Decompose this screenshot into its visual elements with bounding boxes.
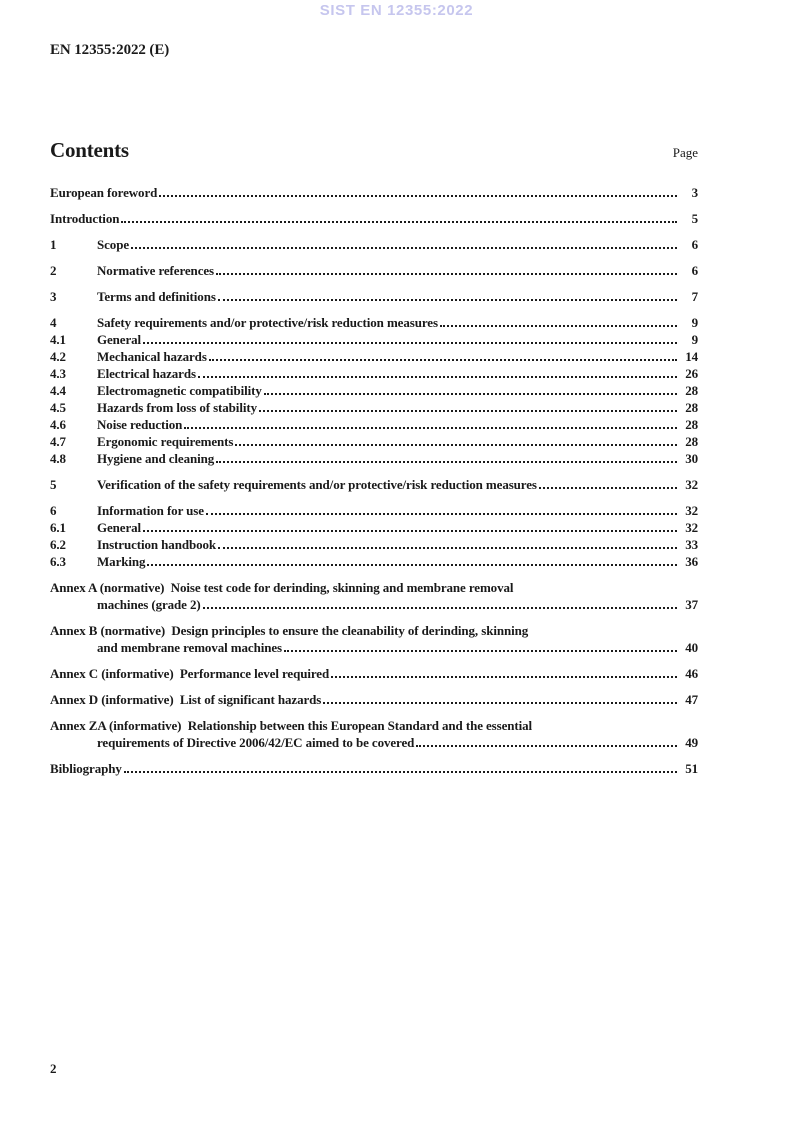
dot-leader	[416, 745, 677, 747]
toc-entry-lastline	[50, 734, 698, 751]
dot-leader	[259, 410, 677, 412]
toc-entry[interactable]	[50, 331, 698, 348]
toc-entry-page: 30	[685, 451, 698, 466]
toc-entry-number: 4	[50, 315, 57, 330]
page-column-label: Page	[672, 145, 698, 160]
toc-entry-body	[50, 622, 698, 656]
toc-entry-body	[50, 717, 698, 751]
toc-entry[interactable]	[50, 433, 698, 450]
toc-entry-body	[97, 331, 698, 348]
toc-entry[interactable]	[50, 760, 698, 777]
toc-entry[interactable]	[50, 210, 698, 227]
toc-entry-body	[97, 262, 698, 279]
toc-entry-body	[97, 288, 698, 305]
toc-entry[interactable]	[50, 262, 698, 279]
toc-entry-lastline	[97, 536, 698, 553]
toc-entry[interactable]	[50, 622, 698, 656]
document-header: EN 12355:2022 (E)	[50, 42, 170, 58]
toc-entry-lastline	[97, 502, 698, 519]
toc-entry[interactable]	[50, 416, 698, 433]
dot-leader	[143, 342, 677, 344]
toc-entry-page: 28	[685, 434, 698, 449]
dot-leader	[440, 325, 677, 327]
toc-entry-title: and membrane removal machines	[97, 640, 282, 655]
toc-entry-body	[50, 760, 698, 777]
toc-entry-text: Annex ZA (informative) Relationship between this European Standard and the essential	[50, 718, 533, 733]
toc-entry-page: 28	[685, 417, 698, 432]
toc-entry-title: European foreword	[50, 185, 158, 200]
dot-leader	[147, 564, 677, 566]
toc-entry[interactable]	[50, 502, 698, 519]
toc-entry-number: 3	[50, 289, 57, 304]
toc-entry-lastline	[97, 476, 698, 493]
toc-entry-body	[97, 502, 698, 519]
toc-entry-page: 28	[685, 400, 698, 415]
toc-entry-body	[97, 236, 698, 253]
toc-entry-body	[50, 184, 698, 201]
toc-entry-number: 4.2	[50, 349, 66, 364]
toc-entry-page: 49	[685, 735, 698, 750]
footer-page-number: 2	[50, 1061, 57, 1076]
toc-entry-page: 7	[691, 289, 698, 304]
toc-entry-page: 40	[685, 640, 698, 655]
dot-leader	[124, 771, 677, 773]
dot-leader	[218, 547, 677, 549]
toc-entry-lastline	[97, 399, 698, 416]
toc-entry-title: Verification of the safety requirements and/or protective/risk reduction measures	[97, 477, 537, 492]
toc-entry-number: 4.8	[50, 451, 66, 466]
toc-entry-page: 51	[685, 761, 698, 776]
toc-entry-number: 2	[50, 263, 57, 278]
toc-entry-title: Normative references	[97, 263, 214, 278]
toc-entry-number: 4.6	[50, 417, 66, 432]
dot-leader	[284, 650, 677, 652]
dot-leader	[209, 359, 677, 361]
toc-entry-lastline	[97, 314, 698, 331]
toc-entry[interactable]	[50, 236, 698, 253]
toc-entry[interactable]	[50, 519, 698, 536]
dot-leader	[131, 247, 677, 249]
toc-entry[interactable]	[50, 382, 698, 399]
toc-entry-body	[97, 450, 698, 467]
toc-entry-page: 3	[691, 185, 698, 200]
toc-entry-page: 26	[685, 366, 698, 381]
toc-entry-lastline	[50, 184, 698, 201]
toc-entry-lastline	[97, 450, 698, 467]
toc-entry-number: 4.4	[50, 383, 66, 398]
toc-list	[50, 184, 698, 777]
toc-entry-page: 6	[691, 237, 698, 252]
toc-entry-number: 4.1	[50, 332, 66, 347]
toc-entry-lastline	[97, 348, 698, 365]
toc-entry[interactable]	[50, 476, 698, 493]
toc-entry-body	[50, 579, 698, 613]
toc-entry-lastline	[97, 262, 698, 279]
toc-entry-title: General	[97, 332, 142, 347]
toc-entry-page: 32	[685, 503, 698, 518]
toc-entry-body	[97, 476, 698, 493]
toc-entry-title: General	[97, 520, 142, 535]
toc-entry[interactable]	[50, 536, 698, 553]
toc-entry-body	[97, 399, 698, 416]
toc-entry[interactable]	[50, 288, 698, 305]
toc-entry-lastline	[97, 236, 698, 253]
toc-entry-lastline	[97, 416, 698, 433]
toc-entry-body	[50, 691, 698, 708]
dot-leader	[216, 273, 677, 275]
toc-entry-page: 46	[685, 666, 698, 681]
toc-entry[interactable]	[50, 184, 698, 201]
toc-entry-page: 36	[685, 554, 698, 569]
contents-header-row	[50, 138, 698, 163]
toc-entry-lastline	[97, 365, 698, 382]
toc-entry-title: Hygiene and cleaning	[97, 451, 215, 466]
toc-entry-page: 47	[685, 692, 698, 707]
toc-entry-title: Information for use	[97, 503, 204, 518]
toc-entry-lastline	[50, 760, 698, 777]
toc-entry-body	[50, 210, 698, 227]
toc-entry-body	[97, 416, 698, 433]
toc-entry-lastline	[97, 433, 698, 450]
toc-entry-number: 4.7	[50, 434, 66, 449]
toc-entry-page: 14	[685, 349, 698, 364]
toc-entry-title: Electrical hazards	[97, 366, 196, 381]
toc-entry-body	[97, 365, 698, 382]
dot-leader	[206, 513, 677, 515]
toc-entry-page: 37	[685, 597, 698, 612]
toc-entry-body	[97, 348, 698, 365]
toc-entry-title: Scope	[97, 237, 130, 252]
toc-entry-number: 4.3	[50, 366, 66, 381]
toc-entry-title: Annex D (informative) List of significant hazards	[50, 692, 322, 707]
toc-entry-number: 1	[50, 237, 57, 252]
toc-entry-body	[50, 665, 698, 682]
toc-entry-page: 32	[685, 477, 698, 492]
toc-entry-title: Instruction handbook	[97, 537, 217, 552]
dot-leader	[264, 393, 677, 395]
toc-entry-title: Annex C (informative) Performance level required	[50, 666, 330, 681]
toc-entry-lastline	[97, 331, 698, 348]
toc-entry[interactable]	[50, 348, 698, 365]
dot-leader	[216, 461, 677, 463]
toc-entry[interactable]	[50, 717, 698, 751]
toc-entry[interactable]	[50, 691, 698, 708]
toc-entry-lastline	[50, 665, 698, 682]
toc-entry-title: Electromagnetic compatibility	[97, 383, 262, 398]
toc-entry-number: 6.3	[50, 554, 66, 569]
dot-leader	[143, 530, 677, 532]
dot-leader	[218, 299, 677, 301]
toc-entry-page: 9	[691, 315, 698, 330]
dot-leader	[539, 487, 677, 489]
toc-entry-lastline	[50, 691, 698, 708]
toc-entry-title: Bibliography	[50, 761, 122, 776]
toc-entry-lastline	[97, 382, 698, 399]
dot-leader	[184, 427, 677, 429]
contents-heading: Contents	[50, 138, 129, 162]
toc-entry-number: 5	[50, 477, 57, 492]
toc-entry-title: Terms and definitions	[97, 289, 216, 304]
dot-leader	[331, 676, 677, 678]
toc-entry-lastline	[97, 553, 698, 570]
toc-entry-title: Marking	[97, 554, 146, 569]
toc-entry[interactable]	[50, 579, 698, 613]
toc-entry-body	[97, 382, 698, 399]
dot-leader	[235, 444, 677, 446]
toc-entry-title: Ergonomic requirements	[97, 434, 234, 449]
toc-entry[interactable]	[50, 450, 698, 467]
toc-entry-body	[97, 519, 698, 536]
watermark: SIST EN 12355:2022	[319, 2, 474, 19]
toc-entry-body	[97, 536, 698, 553]
table-of-contents	[50, 138, 698, 777]
toc-entry[interactable]	[50, 553, 698, 570]
toc-entry-page: 6	[691, 263, 698, 278]
dot-leader	[121, 221, 677, 223]
toc-entry-lastline	[50, 596, 698, 613]
dot-leader	[198, 376, 677, 378]
dot-leader	[323, 702, 677, 704]
toc-entry-body	[97, 433, 698, 450]
toc-entry-text: Annex A (normative) Noise test code for derinding, skinning and membrane removal	[50, 580, 514, 595]
toc-entry-lastline	[50, 210, 698, 227]
toc-entry-title: requirements of Directive 2006/42/EC aimed to be covered	[97, 735, 415, 750]
toc-entry-title: Hazards from loss of stability	[97, 400, 257, 415]
toc-entry-lastline	[97, 288, 698, 305]
toc-entry-page: 5	[691, 211, 698, 226]
toc-entry-page: 33	[685, 537, 698, 552]
toc-entry-page: 9	[691, 332, 698, 347]
toc-entry[interactable]	[50, 665, 698, 682]
toc-entry[interactable]	[50, 365, 698, 382]
toc-entry-title: Mechanical hazards	[97, 349, 207, 364]
toc-entry-page: 32	[685, 520, 698, 535]
toc-entry[interactable]	[50, 399, 698, 416]
toc-entry-page: 28	[685, 383, 698, 398]
dot-leader	[159, 195, 677, 197]
toc-entry-number: 6.1	[50, 520, 66, 535]
toc-entry-title: Noise reduction	[97, 417, 183, 432]
toc-entry-lastline	[50, 639, 698, 656]
dot-leader	[203, 607, 677, 609]
toc-entry-body	[97, 553, 698, 570]
toc-entry-lastline	[97, 519, 698, 536]
toc-entry-number: 4.5	[50, 400, 66, 415]
toc-entry-title: Introduction	[50, 211, 120, 226]
toc-entry-number: 6	[50, 503, 57, 518]
toc-entry[interactable]	[50, 314, 698, 331]
toc-entry-number: 6.2	[50, 537, 66, 552]
toc-entry-body	[97, 314, 698, 331]
toc-entry-text: Annex B (normative) Design principles to ensure the cleanability of derinding, skinning	[50, 623, 529, 638]
toc-entry-title: machines (grade 2)	[97, 597, 201, 612]
toc-entry-title: Safety requirements and/or protective/risk reduction measures	[97, 315, 438, 330]
